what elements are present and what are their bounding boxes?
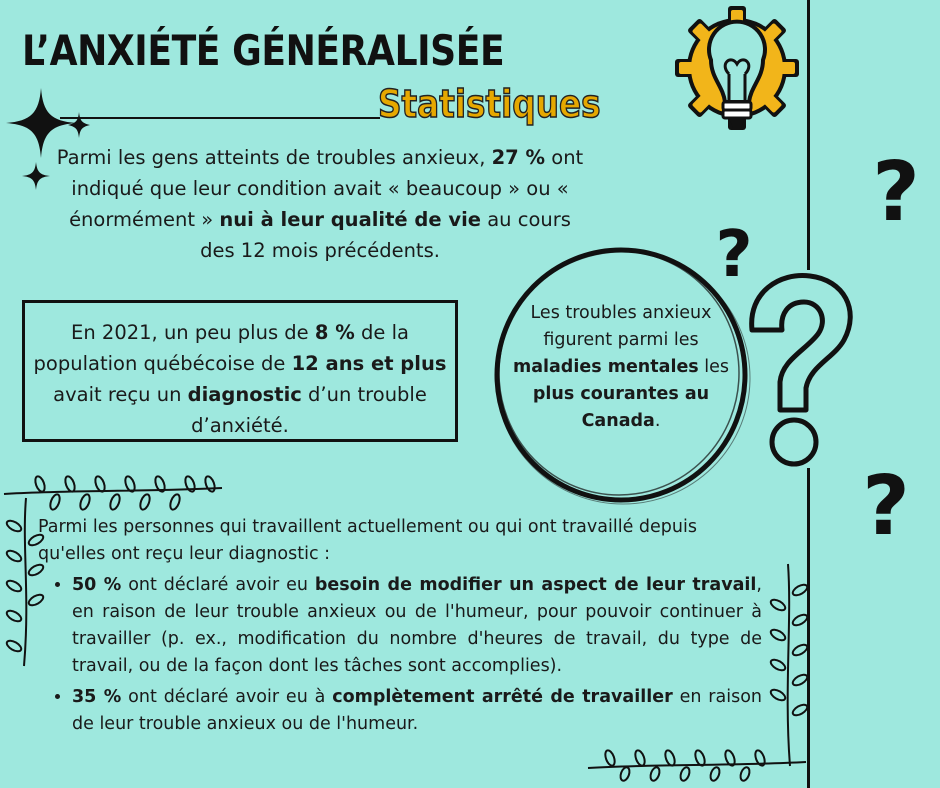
page-subtitle: Statistiques <box>378 82 601 126</box>
divider-line <box>807 0 810 270</box>
emphasis-text: 27 % <box>491 146 546 169</box>
emphasis-text: 35 % <box>72 687 122 707</box>
question-mark-icon <box>868 145 924 240</box>
body-text: au cours des 12 mois précédents. <box>200 208 571 262</box>
lightbulb-gear-icon <box>672 6 802 151</box>
body-text: les <box>698 357 730 377</box>
emphasis-text: complètement arrêté de travailler <box>332 687 673 707</box>
page-title: L’ANXIÉTÉ GÉNÉRALISÉE <box>22 26 505 75</box>
question-mark-icon <box>858 459 914 554</box>
list-item <box>72 684 762 738</box>
stat-common-disorders <box>506 300 736 435</box>
emphasis-text: 8 % <box>314 321 355 344</box>
emphasis-text: diagnostic <box>187 383 302 406</box>
svg-text:?: ? <box>872 145 920 240</box>
emphasis-text: nui à leur qualité de vie <box>219 208 482 231</box>
emphasis-text: plus courantes au Canada <box>532 384 710 431</box>
svg-text:?: ? <box>862 459 910 554</box>
body-text: d’un trouble d’anxiété. <box>191 383 427 437</box>
work-impact-list <box>38 572 762 738</box>
title-underline <box>60 117 380 119</box>
body-text: en raison de leur trouble anxieux ou de l'humeur. <box>72 687 763 734</box>
emphasis-text: 50 % <box>72 575 122 595</box>
stat-box-diagnosis <box>22 300 458 442</box>
body-text: de la population québécoise de <box>33 321 409 375</box>
sparkle-icon <box>68 112 90 138</box>
svg-text:?: ? <box>715 218 753 292</box>
body-text: . <box>654 411 661 431</box>
body-text: ont déclaré avoir eu à <box>121 687 333 707</box>
body-text: avait reçu un <box>53 383 188 406</box>
work-impact-intro: Parmi les personnes qui travaillent actuellement ou qui ont travaillé depuis qu'elles ont reçu leur diagnostic : <box>38 517 697 564</box>
body-text: Les troubles anxieux figurent parmi les <box>530 303 712 350</box>
body-text: En 2021, un peu plus de <box>71 321 315 344</box>
stat-diagnosis-text <box>33 317 447 441</box>
body-text: Parmi les gens atteints de troubles anxieux, <box>56 146 492 169</box>
body-text: ont indiqué que leur condition avait « beaucoup » ou « énormément » <box>69 146 584 231</box>
body-text: ont déclaré avoir eu <box>121 575 315 595</box>
question-mark-icon <box>740 270 860 480</box>
emphasis-text: besoin de modifier un aspect de leur travail <box>314 575 757 595</box>
body-text: , en raison de leur trouble anxieux ou de l'humeur, pour pouvoir continuer à travailler (p. ex., modification du nombre d'heures de travail, du type de travail, ou de la façon dont les tâches sont accomplies). <box>72 575 762 676</box>
stat-quality-of-life <box>55 142 585 266</box>
emphasis-text: maladies mentales <box>512 357 699 377</box>
emphasis-text: 12 ans et plus <box>291 352 447 375</box>
work-impact-section <box>38 514 762 742</box>
list-item <box>72 572 762 680</box>
